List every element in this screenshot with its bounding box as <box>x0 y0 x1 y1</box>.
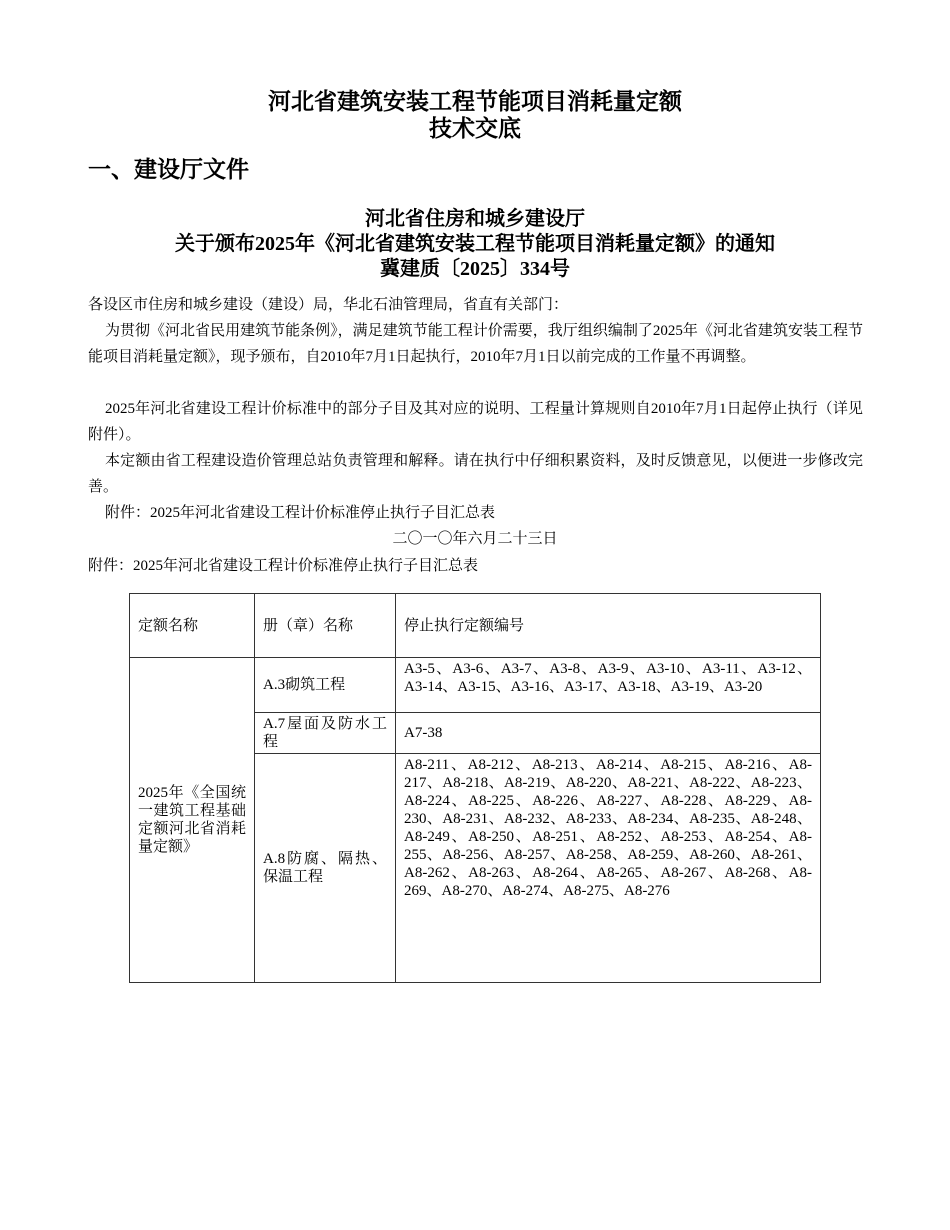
notice-doc-number: 冀建质〔2025〕334号 <box>380 258 570 280</box>
header-quota-name: 定额名称 <box>130 594 255 658</box>
attachment-title: 附件：2025年河北省建设工程计价标准停止执行子目汇总表 <box>88 558 479 574</box>
paragraph-2: 2025年河北省建设工程计价标准中的部分子目及其对应的说明、工程量计算规则自2010年7月1日起停止执行（详见附件）。 <box>88 401 863 443</box>
chapter-cell: A.8防腐、隔热、保温工程 <box>255 754 396 983</box>
notice-subject: 关于颁布2025年《河北省建筑安装工程节能项目消耗量定额》的通知 <box>175 233 775 255</box>
chapter-cell: A.3砌筑工程 <box>255 658 396 713</box>
header-chapter-name: 册（章）名称 <box>255 594 396 658</box>
stopped-items-table <box>129 593 821 983</box>
table-header-row <box>130 594 821 658</box>
codes-cell: A3-5、A3-6、A3-7、A3-8、A3-9、A3-10、A3-11、A3-12、A3-14、A3-15、A3-16、A3-17、A3-18、A3-19、A3-20 <box>396 658 821 713</box>
section-heading: 一、建设厅文件 <box>88 157 249 183</box>
table-row <box>130 658 821 713</box>
header-stopped-codes: 停止执行定额编号 <box>396 594 821 658</box>
paragraph-3: 本定额由省工程建设造价管理总站负责管理和解释。请在执行中仔细积累资料，及时反馈意见，以便进一步修改完善。 <box>88 453 863 495</box>
paragraph-1: 为贯彻《河北省民用建筑节能条例》，满足建筑节能工程计价需要，我厅组织编制了2025年《河北省建筑安装工程节能项目消耗量定额》，现予颁布，自2010年7月1日起执行，2010年7月1日以前完成的工作量不再调整。 <box>88 323 863 365</box>
codes-cell: A8-211、A8-212、A8-213、A8-214、A8-215、A8-216、A8-217、A8-218、A8-219、A8-220、A8-221、A8-222、A8-223、A8-224、A8-225、A8-226、A8-227、A8-228、A8-229、A8-230、A8-231、A8-232、A8-233、A8-234、A8-235、A8-248、A8-249、A8-250、A8-251、A8-252、A8-253、A8-254、A8-255、A8-256、A8-257、A8-258、A8-259、A8-260、A8-261、A8-262、A8-263、A8-264、A8-265、A8-267、A8-268、A8-269、A8-270、A8-274、A8-275、A8-276 <box>396 754 821 983</box>
attachment-line: 附件：2025年河北省建设工程计价标准停止执行子目汇总表 <box>105 505 496 521</box>
document-subtitle: 技术交底 <box>429 116 521 141</box>
document-title: 河北省建筑安装工程节能项目消耗量定额 <box>268 89 682 114</box>
addressee-line: 各设区市住房和城乡建设（建设）局，华北石油管理局，省直有关部门： <box>88 297 569 313</box>
issue-date: 二〇一〇年六月二十三日 <box>392 531 558 547</box>
chapter-cell: A.7屋面及防水工程 <box>255 713 396 754</box>
codes-cell: A7-38 <box>396 713 821 754</box>
quota-group-name: 2025年《全国统一建筑工程基础定额河北省消耗量定额》 <box>130 658 255 983</box>
notice-issuer: 河北省住房和城乡建设厅 <box>365 208 585 230</box>
